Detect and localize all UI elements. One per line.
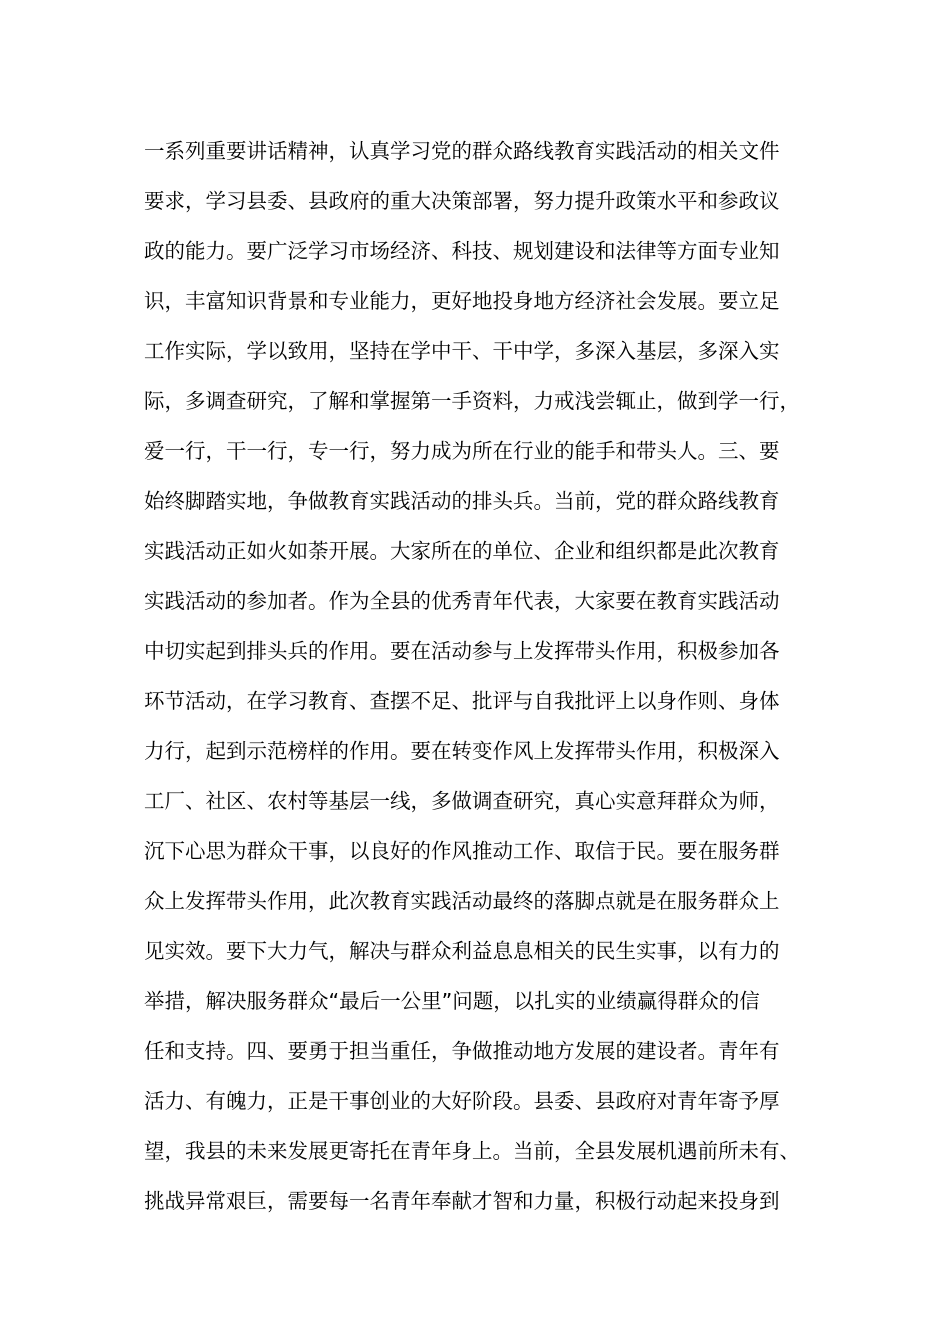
text-line-12: 环节活动，在学习教育、查摆不足、批评与自我批评上以身作则、身体 <box>144 689 780 713</box>
text-line-15: 沉下心思为群众干事，以良好的作风推动工作、取信于民。要在服务群 <box>144 839 780 863</box>
text-line-9: 实践活动正如火如荼开展。大家所在的单位、企业和组织都是此次教育 <box>144 539 780 563</box>
text-line-6: 际，多调查研究，了解和掌握第一手资料，力戒浅尝辄止，做到学一行， <box>144 389 800 413</box>
text-line-1: 一系列重要讲话精神，认真学习党的群众路线教育实践活动的相关文件 <box>144 139 780 163</box>
text-line-22: 挑战异常艰巨，需要每一名青年奉献才智和力量，积极行动起来投身到 <box>144 1189 780 1213</box>
text-line-16: 众上发挥带头作用，此次教育实践活动最终的落脚点就是在服务群众上 <box>144 889 780 913</box>
text-line-20: 活力、有魄力，正是干事创业的大好阶段。县委、县政府对青年寄予厚 <box>144 1089 780 1113</box>
text-line-8: 始终脚踏实地，争做教育实践活动的排头兵。当前，党的群众路线教育 <box>144 489 780 513</box>
text-line-11: 中切实起到排头兵的作用。要在活动参与上发挥带头作用，积极参加各 <box>144 639 780 663</box>
text-line-3: 政的能力。要广泛学习市场经济、科技、规划建设和法律等方面专业知 <box>144 239 780 263</box>
body-text <box>144 126 824 1226</box>
text-line-2: 要求，学习县委、县政府的重大决策部署，努力提升政策水平和参政议 <box>144 189 780 213</box>
text-line-4: 识，丰富知识背景和专业能力，更好地投身地方经济社会发展。要立足 <box>144 289 780 313</box>
text-line-18: 举措，解决服务群众“最后一公里”问题，以扎实的业绩赢得群众的信 <box>144 989 760 1013</box>
text-line-10: 实践活动的参加者。作为全县的优秀青年代表，大家要在教育实践活动 <box>144 589 780 613</box>
text-line-14: 工厂、社区、农村等基层一线，多做调查研究，真心实意拜群众为师， <box>144 789 780 813</box>
text-line-19: 任和支持。四、要勇于担当重任，争做推动地方发展的建设者。青年有 <box>144 1039 780 1063</box>
text-line-5: 工作实际，学以致用，坚持在学中干、干中学，多深入基层，多深入实 <box>144 339 780 363</box>
text-line-13: 力行，起到示范榜样的作用。要在转变作风上发挥带头作用，积极深入 <box>144 739 780 763</box>
text-line-17: 见实效。要下大力气，解决与群众利益息息相关的民生实事，以有力的 <box>144 939 780 963</box>
text-line-21: 望，我县的未来发展更寄托在青年身上。当前，全县发展机遇前所未有、 <box>144 1139 800 1163</box>
text-line-7: 爱一行，干一行，专一行，努力成为所在行业的能手和带头人。三、要 <box>144 439 780 463</box>
